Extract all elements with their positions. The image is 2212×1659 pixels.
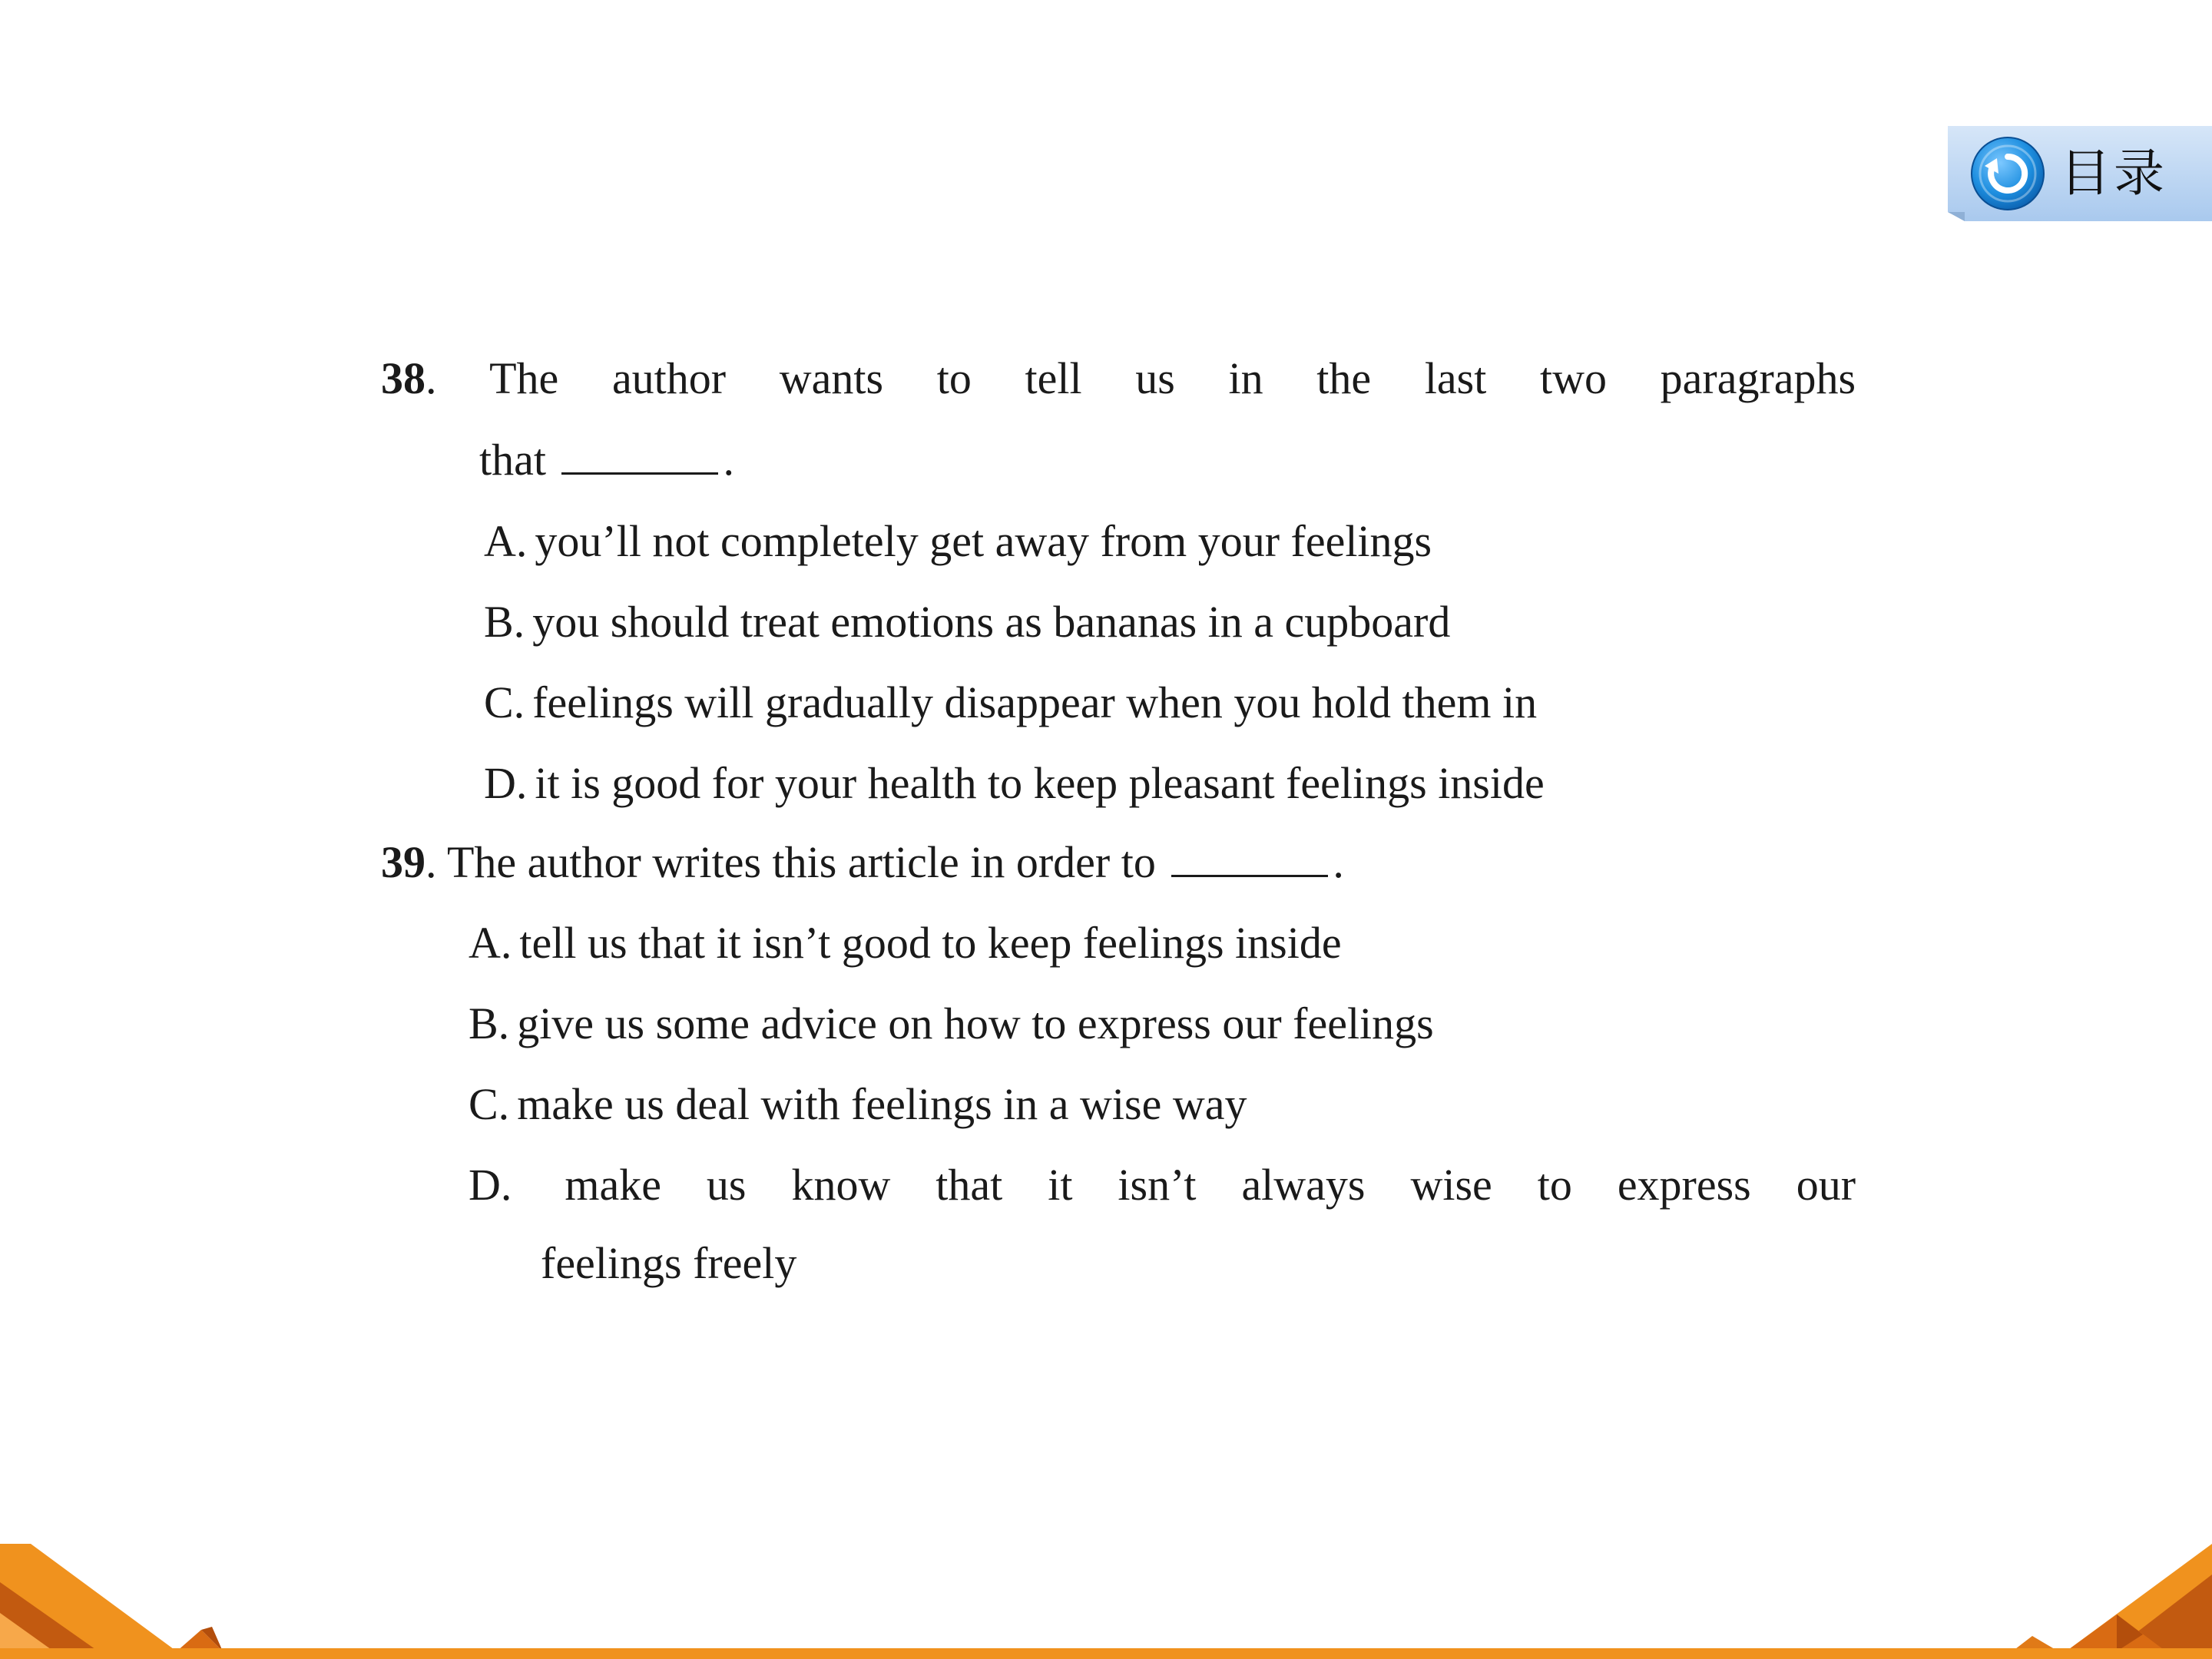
option-38-c xyxy=(484,676,1537,730)
option-39-c xyxy=(469,1078,1247,1131)
option-word: it xyxy=(1048,1160,1073,1210)
option-letter: C. xyxy=(469,1079,510,1129)
stem-period: . xyxy=(1333,837,1344,887)
stem-word: us xyxy=(1135,353,1175,403)
option-39-b xyxy=(469,997,1434,1051)
option-word: wise xyxy=(1410,1160,1492,1210)
option-letter: C. xyxy=(484,677,525,727)
option-word: make xyxy=(565,1160,661,1210)
option-letter: D. xyxy=(484,758,528,808)
bottom-accent-bar xyxy=(0,1648,2212,1659)
bottom-right-triangles-decoration xyxy=(1966,1528,2212,1659)
option-word: us xyxy=(706,1160,747,1210)
stem-word: two xyxy=(1540,353,1608,403)
stem-word: author xyxy=(611,353,727,403)
stem-word: wants xyxy=(779,353,884,403)
stem-word: paragraphs xyxy=(1660,353,1856,403)
toc-label: 目录 xyxy=(2060,144,2167,203)
number-separator: . xyxy=(426,353,437,403)
option-letter: A. xyxy=(484,516,528,566)
answer-blank xyxy=(561,437,718,475)
option-38-a xyxy=(484,515,1432,568)
question-number: 38 xyxy=(381,353,426,403)
question-number: 39 xyxy=(381,837,426,887)
stem-period: . xyxy=(723,435,734,485)
stem-word: last xyxy=(1424,353,1487,403)
bottom-left-triangles-decoration xyxy=(0,1528,230,1659)
option-word: that xyxy=(935,1160,1003,1210)
option-text: you’ll not completely get away from your feelings xyxy=(535,516,1432,566)
question-39-stem xyxy=(381,836,1344,889)
option-word: our xyxy=(1796,1160,1856,1210)
refresh-circle-icon xyxy=(1969,135,2046,212)
option-text: tell us that it isn’t good to keep feelings inside xyxy=(519,918,1342,968)
question-38-stem-line1 xyxy=(381,352,1856,406)
stem-word: the xyxy=(1316,353,1372,403)
stem-word: to xyxy=(936,353,972,403)
stem-word: tell xyxy=(1025,353,1082,403)
option-word: isn’t xyxy=(1118,1160,1197,1210)
stem-text: The author writes this article in order to xyxy=(446,837,1156,887)
option-text: you should treat emotions as bananas in a cupboard xyxy=(532,597,1451,647)
option-letter: B. xyxy=(469,998,510,1048)
number-separator: . xyxy=(426,837,437,887)
option-word: always xyxy=(1241,1160,1366,1210)
option-text: make us deal with feelings in a wise way xyxy=(517,1079,1247,1129)
option-39-d-continued xyxy=(541,1237,796,1290)
toc-button[interactable] xyxy=(1948,126,2212,221)
stem-word: The xyxy=(489,353,559,403)
question-38-stem-line2 xyxy=(479,433,734,487)
option-letter: A. xyxy=(469,918,512,968)
option-text: feelings freely xyxy=(541,1238,797,1288)
option-word: to xyxy=(1537,1160,1572,1210)
option-text: give us some advice on how to express our feelings xyxy=(517,998,1434,1048)
option-letter: B. xyxy=(484,597,525,647)
option-word: express xyxy=(1617,1160,1751,1210)
answer-blank xyxy=(1171,839,1328,877)
option-word: know xyxy=(791,1160,891,1210)
option-text: it is good for your health to keep pleasant feelings inside xyxy=(535,758,1545,808)
option-39-a xyxy=(469,916,1342,970)
stem-text: that xyxy=(479,435,546,485)
option-text: feelings will gradually disappear when you hold them in xyxy=(532,677,1538,727)
option-38-d xyxy=(484,757,1545,810)
option-39-d xyxy=(469,1158,1856,1212)
stem-word: in xyxy=(1228,353,1263,403)
option-letter: D. xyxy=(469,1160,512,1210)
option-38-b xyxy=(484,595,1450,649)
